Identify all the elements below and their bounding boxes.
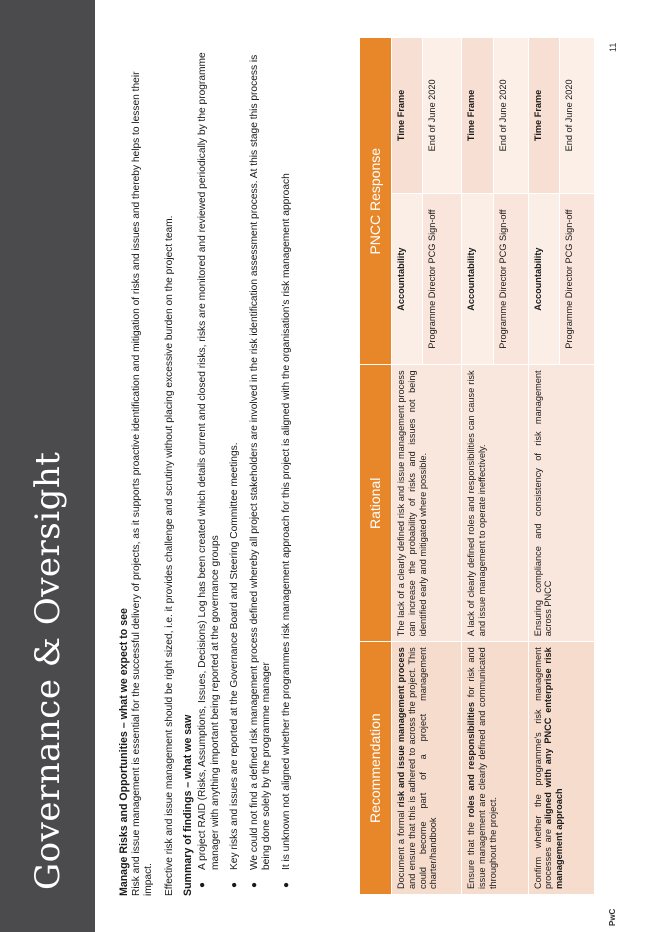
rational-cell: Ensuring compliance and consistency of risk management across PNCC bbox=[528, 365, 594, 642]
content-area bbox=[118, 36, 301, 896]
bullet-icon: ● bbox=[248, 881, 260, 888]
rational-cell: A lack of clearly defined roles and responsibilities can cause risk and issue management to operate ineffectively. bbox=[462, 365, 528, 642]
accountability-label: Accountability bbox=[462, 193, 493, 365]
expectation-paragraph-2: Effective risk and issue management should be right sized, i.e. it provides challenge and scrutiny without placing excessive burden on the project team. bbox=[163, 215, 175, 896]
recommendation-cell: Document a formal risk and issue management process and ensure that this is adhered to across the project. This could become part of a project management charter/handbook bbox=[392, 642, 462, 895]
accountability-value: Programme Director PCG Sign-off bbox=[493, 193, 528, 365]
expectation-paragraph-1: Risk and issue management is essential for the successful delivery of projects, as it supports proactive identification and mitigation of risks and issues and thereby helps to lessen their impact. bbox=[130, 71, 155, 896]
bullet-icon: ● bbox=[280, 881, 292, 888]
accountability-value: Programme Director PCG Sign-off bbox=[560, 193, 595, 365]
accountability-label: Accountability bbox=[392, 193, 423, 365]
findings-list bbox=[197, 36, 294, 896]
page-title: Governance & Oversight bbox=[28, 451, 68, 890]
recommendation-cell: Ensure that the roles and responsibilities for risk and issue management are clearly defined and communicated throughout the project. bbox=[462, 642, 528, 895]
recommendations-table bbox=[359, 37, 595, 895]
page-number: 11 bbox=[608, 42, 618, 52]
recommendation-cell: Confirm whether the programme's risk management processes are aligned with any PNCC enterprise risk management approach bbox=[528, 642, 594, 895]
table-row bbox=[528, 38, 559, 895]
timeframe-value: End of June 2020 bbox=[560, 38, 595, 194]
header-recommendation: Recommendation bbox=[360, 642, 392, 895]
bullet-icon: ● bbox=[196, 881, 208, 888]
timeframe-value: End of June 2020 bbox=[423, 38, 462, 194]
header-response: PNCC Response bbox=[360, 38, 392, 365]
timeframe-label: Time Frame bbox=[462, 38, 493, 194]
timeframe-value: End of June 2020 bbox=[493, 38, 528, 194]
accountability-label: Accountability bbox=[528, 193, 559, 365]
table-header-row bbox=[360, 38, 392, 895]
bullet-icon: ● bbox=[229, 881, 241, 888]
timeframe-label: Time Frame bbox=[528, 38, 559, 194]
finding-item: ● Key risks and issues are reported at the Governance Board and Steering Committee meetings. bbox=[229, 442, 241, 888]
finding-item: ● A project RAID (Risks, Assumptions, Issues, Decisions) Log has been created which details current and closed risks, risks are monitored and reviewed periodically by the programme manager with anything important being reported at the governance groups bbox=[196, 52, 221, 888]
table-row bbox=[392, 38, 423, 895]
header-rational: Rational bbox=[360, 365, 392, 642]
accountability-value: Programme Director PCG Sign-off bbox=[423, 193, 462, 365]
title-bar bbox=[0, 0, 95, 932]
findings-heading: Summary of findings – what we saw bbox=[182, 714, 195, 896]
expectation-heading: Manage Risks and Opportunities – what we expect to see bbox=[118, 608, 130, 896]
finding-item: ● We could not find a defined risk management process defined whereby all project stakeholders are involved in the risk identification assessment process. At this stage this process is being done solely by the programme manager bbox=[248, 54, 273, 888]
finding-item: ● It is unknown not aligned whether the programmes risk management approach for this project is aligned with the organisation's risk management approach bbox=[280, 173, 292, 888]
brand-logo: PwC bbox=[608, 908, 617, 926]
timeframe-label: Time Frame bbox=[392, 38, 423, 194]
rational-cell: The lack of a clearly defined risk and issue management process can increase the probability of risks and issues not being identified early and mitigated where possible. bbox=[392, 365, 462, 642]
table-row bbox=[462, 38, 493, 895]
